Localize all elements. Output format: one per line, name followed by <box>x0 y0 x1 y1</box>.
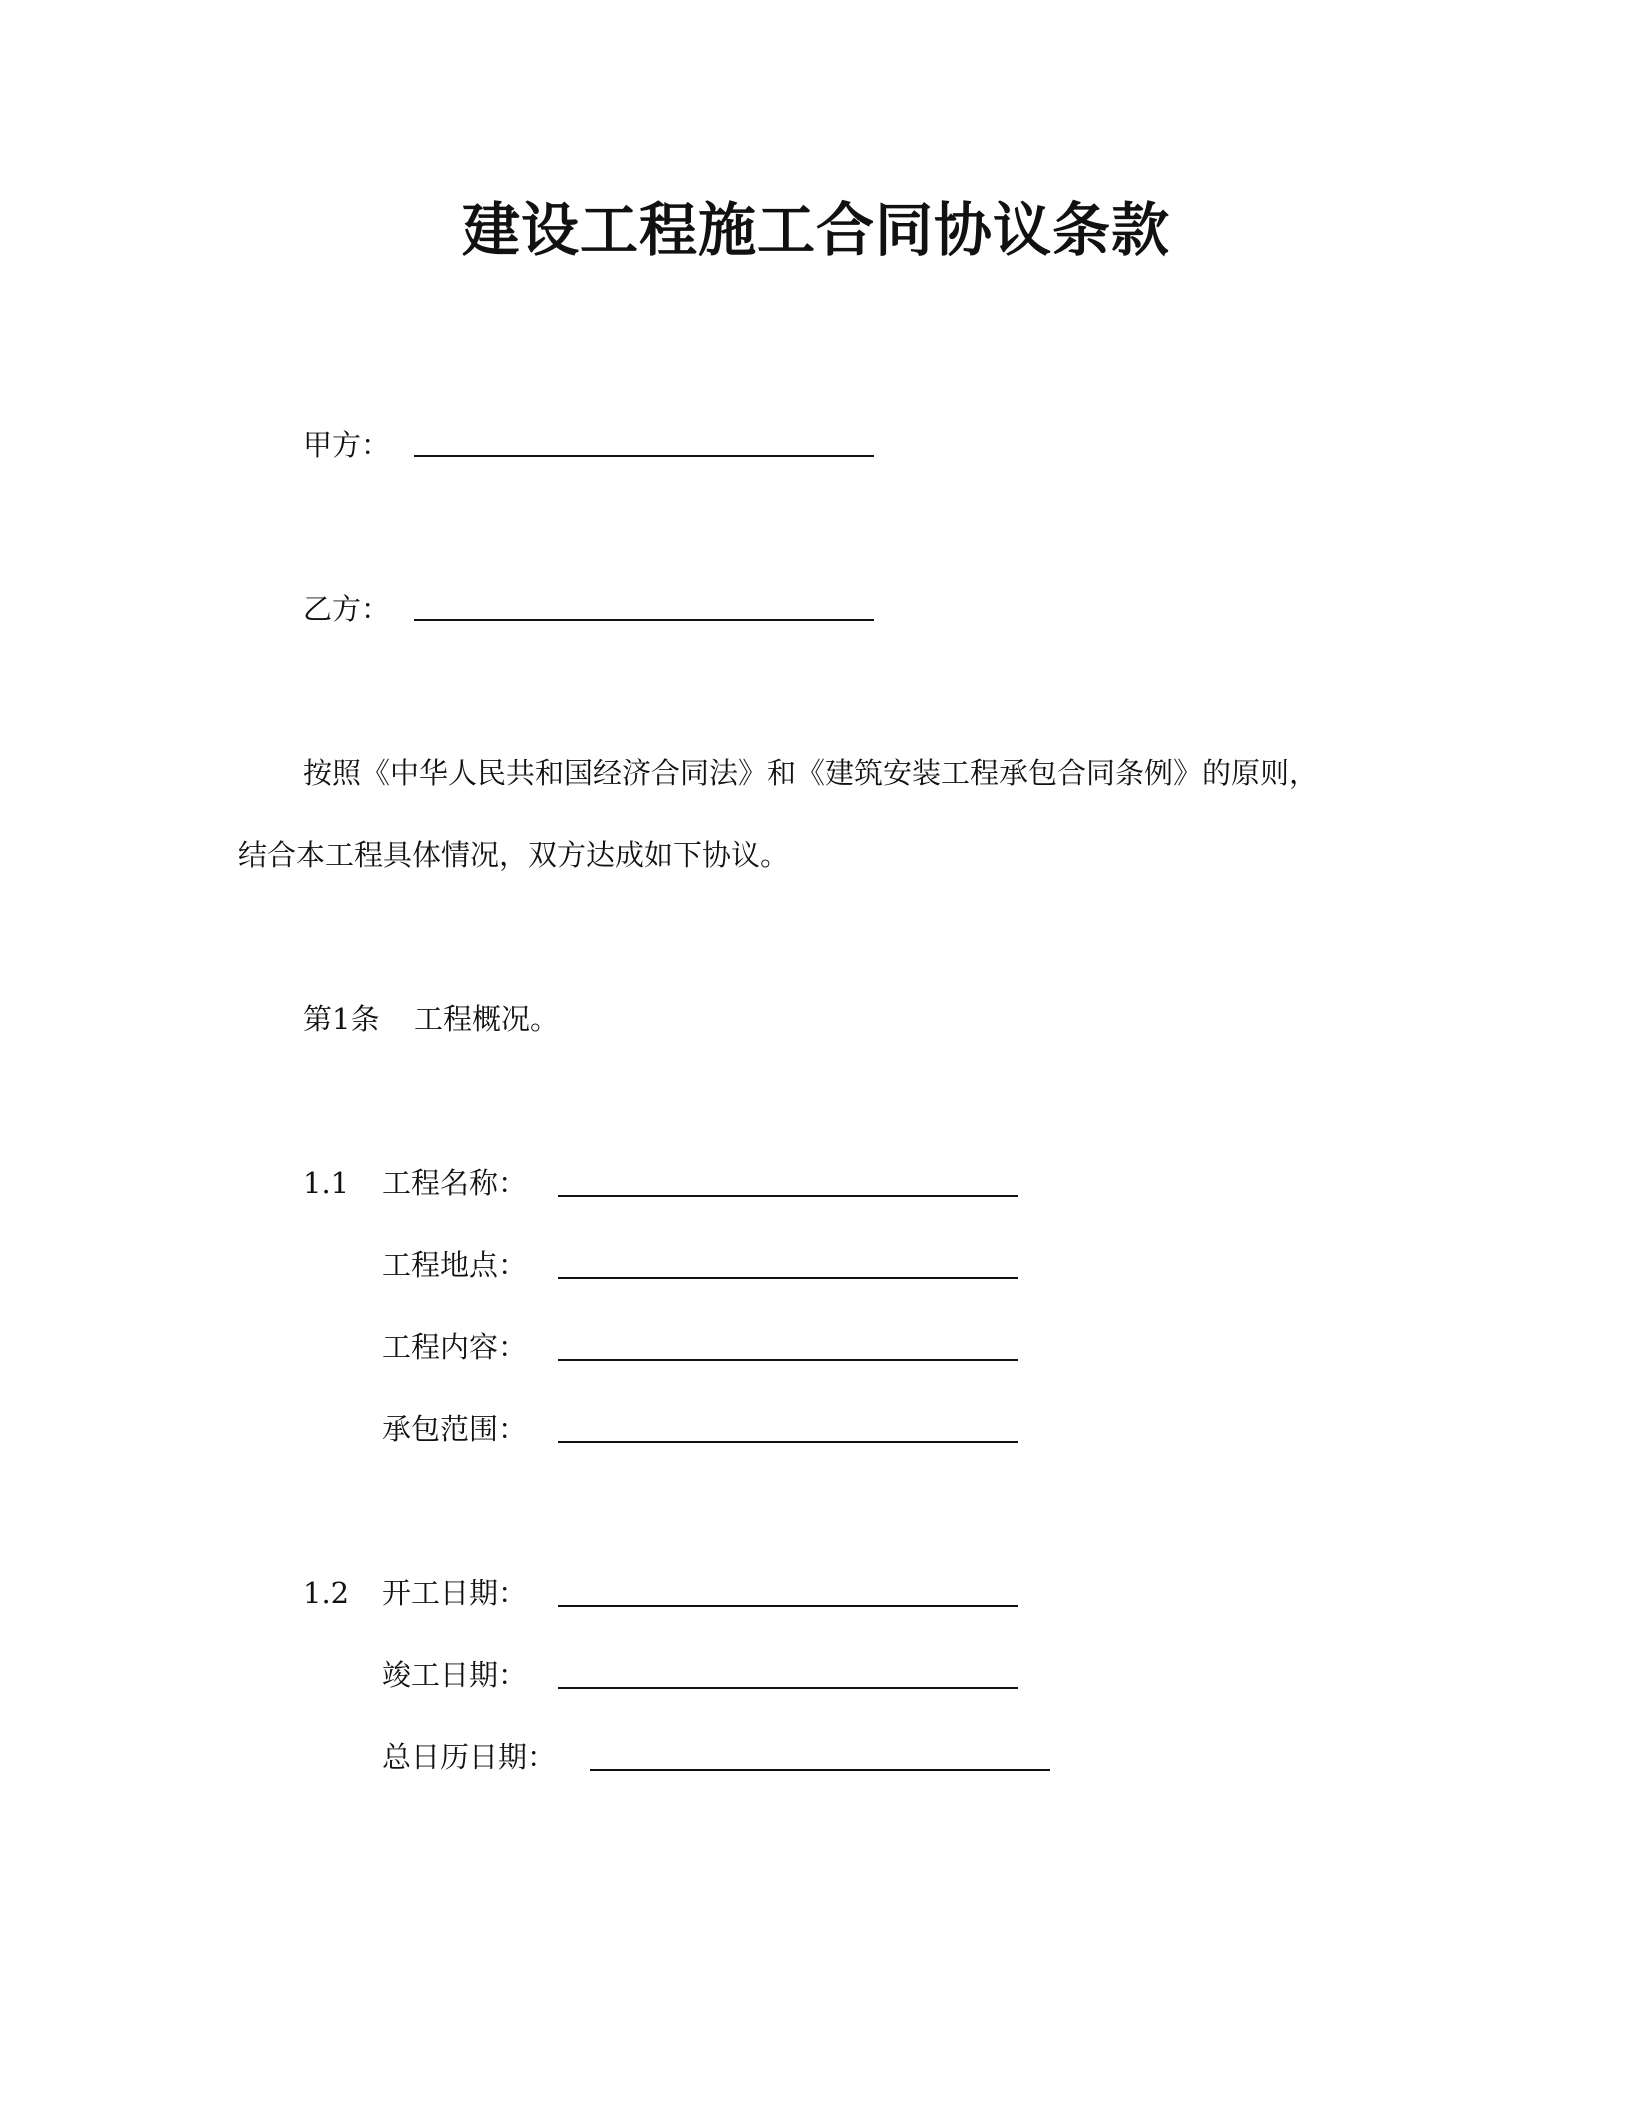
field-label-start-date: 开工日期： <box>382 1576 528 1610</box>
article-1-number: 第1条 <box>303 1002 380 1036</box>
article-1-heading: 工程概况。 <box>414 1002 560 1036</box>
field-label-project-location: 工程地点： <box>382 1248 528 1282</box>
project-name-blank-line[interactable] <box>558 1195 1018 1197</box>
field-label-total-calendar-days: 总日历日期： <box>382 1740 557 1774</box>
contract-scope-blank-line[interactable] <box>558 1441 1018 1443</box>
section-1-1-number: 1.1 <box>303 1166 350 1200</box>
party-a-label: 甲方： <box>303 428 391 462</box>
preamble-line-1: 按照《中华人民共和国经济合同法》和《建筑安装工程承包合同条例》的原则， <box>303 756 1319 790</box>
project-location-blank-line[interactable] <box>558 1277 1018 1279</box>
section-1-2-number: 1.2 <box>303 1576 350 1610</box>
total-calendar-days-blank-line[interactable] <box>590 1769 1050 1771</box>
party-b-label: 乙方： <box>303 592 391 626</box>
start-date-blank-line[interactable] <box>558 1605 1018 1607</box>
field-label-project-name: 工程名称： <box>382 1166 528 1200</box>
project-content-blank-line[interactable] <box>558 1359 1018 1361</box>
party-b-blank-line[interactable] <box>414 619 874 621</box>
field-label-project-content: 工程内容： <box>382 1330 528 1364</box>
completion-date-blank-line[interactable] <box>558 1687 1018 1689</box>
party-a-blank-line[interactable] <box>414 455 874 457</box>
field-label-completion-date: 竣工日期： <box>382 1658 528 1692</box>
document-title: 建设工程施工合同协议条款 <box>461 196 1170 264</box>
field-label-contract-scope: 承包范围： <box>382 1412 528 1446</box>
preamble-line-2: 结合本工程具体情况，双方达成如下协议。 <box>238 838 790 872</box>
